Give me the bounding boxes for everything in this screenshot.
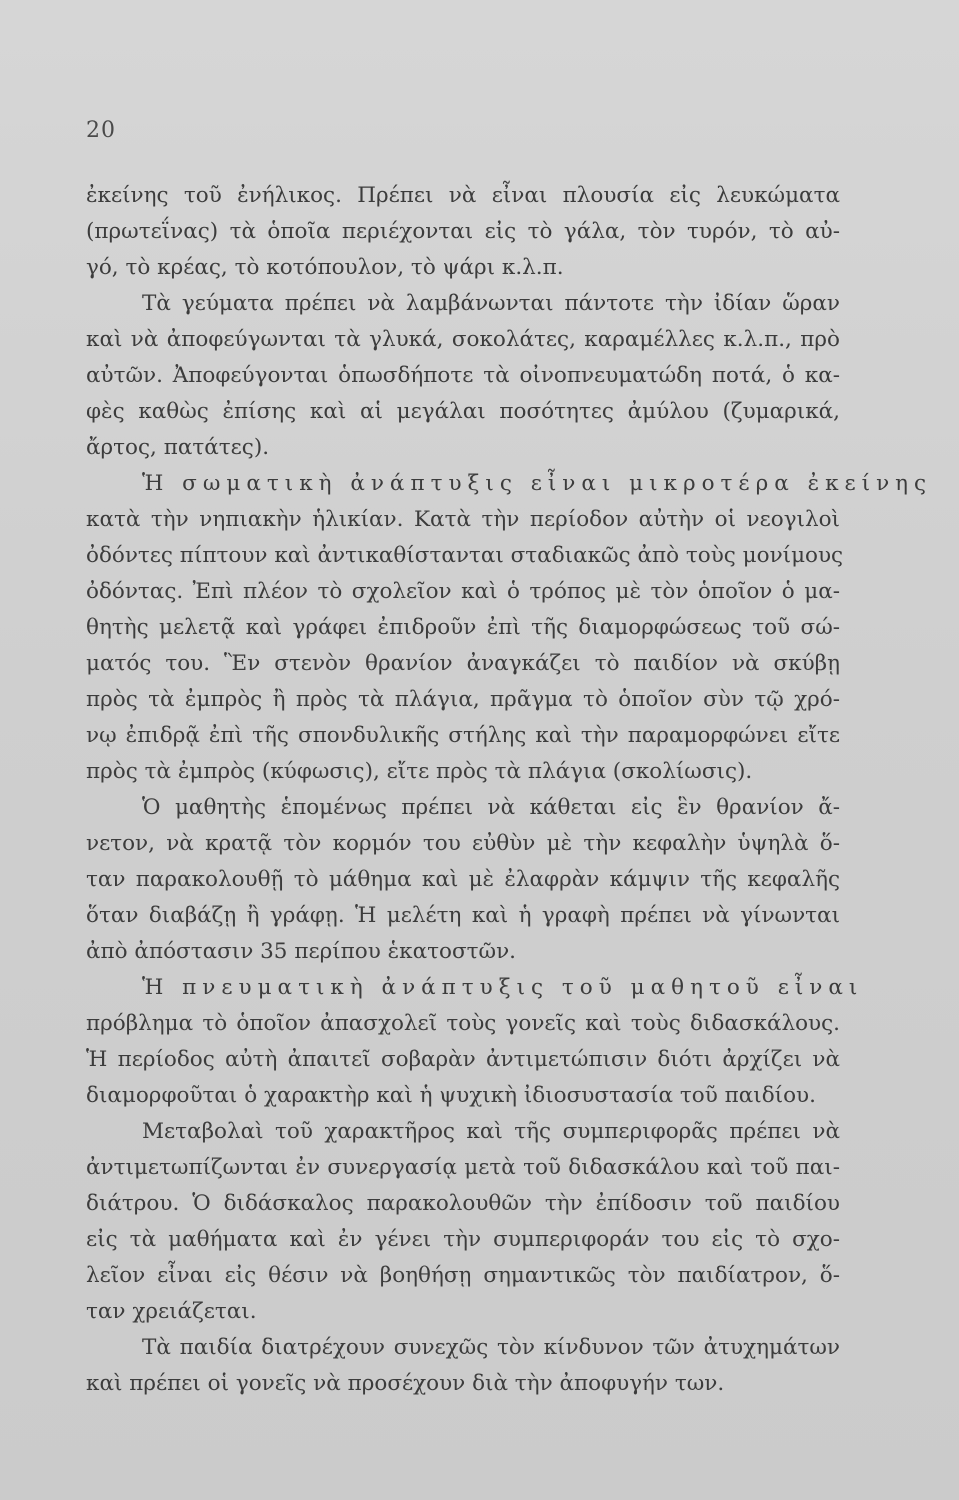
text-line: ταν παρακολουθῇ τὸ μάθημα καὶ μὲ ἐλαφρὰν κάμψιν τῆς κεφαλῆς xyxy=(86,867,840,892)
text-line: κατὰ τὴν νηπιακὴν ἡλικίαν. Κατὰ τὴν περίοδον αὐτὴν οἱ νεογιλοὶ xyxy=(86,507,840,532)
text-line: ὀδόντες πίπτουν καὶ ἀντικαθίστανται σταδιακῶς ἀπὸ τοὺς μονίμους xyxy=(86,543,844,568)
text-line: διάτρου. Ὁ διδάσκαλος παρακολουθῶν τὴν ἐπίδοσιν τοῦ παιδίου xyxy=(86,1191,840,1216)
text-line: εἰς τὰ μαθήματα καὶ ἐν γένει τὴν συμπεριφοράν του εἰς τὸ σχο- xyxy=(86,1227,840,1252)
text-line: γό, τὸ κρέας, τὸ κοτόπουλον, τὸ ψάρι κ.λ.π. xyxy=(86,255,564,280)
text-line: νετον, νὰ κρατᾷ τὸν κορμόν του εὐθὺν μὲ τὴν κεφαλὴν ὑψηλὰ ὅ- xyxy=(86,831,840,856)
text-line: Ἡ περίοδος αὐτὴ ἀπαιτεῖ σοβαρὰν ἀντιμετώπισιν διότι ἀρχίζει νὰ xyxy=(86,1047,840,1072)
text-line: ματός του. Ἓν στενὸν θρανίον ἀναγκάζει τὸ παιδίον νὰ σκύβῃ xyxy=(86,651,840,676)
text-line: φὲς καθὼς ἐπίσης καὶ αἱ μεγάλαι ποσότητες ἀμύλου (ζυμαρικά, xyxy=(86,399,840,424)
text-line: ἀντιμετωπίζωνται ἐν συνεργασίᾳ μετὰ τοῦ διδασκάλου καὶ τοῦ παι- xyxy=(86,1155,840,1180)
text-line: θητὴς μελετᾷ καὶ γράφει ἐπιδροῦν ἐπὶ τῆς διαμορφώσεως τοῦ σώ- xyxy=(86,615,840,640)
text-line: ἀπὸ ἀπόστασιν 35 περίπου ἑκατοστῶν. xyxy=(86,939,516,964)
text-line: καὶ πρέπει οἱ γονεῖς νὰ προσέχουν διὰ τὴν ἀποφυγήν των. xyxy=(86,1371,725,1396)
text-line: πρὸς τὰ ἐμπρὸς ἢ πρὸς τὰ πλάγια, πρᾶγμα τὸ ὁποῖον σὺν τῷ χρό- xyxy=(86,687,840,712)
text-line: Ὁ μαθητὴς ἑπομένως πρέπει νὰ κάθεται εἰς ἓν θρανίον ἄ- xyxy=(142,795,840,820)
text-line: ἐκείνης τοῦ ἐνήλικος. Πρέπει νὰ εἶναι πλουσία εἰς λευκώματα xyxy=(86,183,840,208)
text-line: διαμορφοῦται ὁ χαρακτὴρ καὶ ἡ ψυχικὴ ἰδιοσυστασία τοῦ παιδίου. xyxy=(86,1083,816,1108)
text-line: Τὰ παιδία διατρέχουν συνεχῶς τὸν κίνδυνον τῶν ἀτυχημάτων xyxy=(142,1335,840,1360)
text-line: λεῖον εἶναι εἰς θέσιν νὰ βοηθήσῃ σημαντικῶς τὸν παιδίατρον, ὅ- xyxy=(86,1263,840,1288)
text-line: Ἡ σωματικὴ ἀνάπτυξις εἶναι μικροτέρα ἐκείνης xyxy=(142,471,933,496)
text-line: (πρωτεΐνας) τὰ ὁποῖα περιέχονται εἰς τὸ γάλα, τὸν τυρόν, τὸ αὐ- xyxy=(86,219,840,244)
text-line: αὐτῶν. Ἀποφεύγονται ὁπωσδήποτε τὰ οἰνοπνευματώδη ποτά, ὁ κα- xyxy=(86,363,840,388)
text-line: Μεταβολαὶ τοῦ χαρακτῆρος καὶ τῆς συμπεριφορᾶς πρέπει νὰ xyxy=(142,1119,840,1144)
text-line: καὶ νὰ ἀποφεύγωνται τὰ γλυκά, σοκολάτες, καραμέλλες κ.λ.π., πρὸ xyxy=(86,327,840,352)
text-line: πρὸς τὰ ἐμπρὸς (κύφωσις), εἴτε πρὸς τὰ πλάγια (σκολίωσις). xyxy=(86,759,753,784)
text-line: πρόβλημα τὸ ὁποῖον ἀπασχολεῖ τοὺς γονεῖς καὶ τοὺς διδασκάλους. xyxy=(86,1011,840,1036)
text-line: ἄρτος, πατάτες). xyxy=(86,435,270,460)
text-line: Ἡ πνευματικὴ ἀνάπτυξις τοῦ μαθητοῦ εἶναι xyxy=(142,975,864,1000)
text-line: ταν χρειάζεται. xyxy=(86,1299,257,1324)
text-line: Τὰ γεύματα πρέπει νὰ λαμβάνωνται πάντοτε τὴν ἰδίαν ὥραν xyxy=(142,291,840,316)
text-line: νῳ ἐπιδρᾷ ἐπὶ τῆς σπονδυλικῆς στήλης καὶ τὴν παραμορφώνει εἴτε xyxy=(86,723,840,748)
text-line: ὀδόντας. Ἐπὶ πλέον τὸ σχολεῖον καὶ ὁ τρόπος μὲ τὸν ὁποῖον ὁ μα- xyxy=(86,579,840,604)
body-text xyxy=(86,178,933,1402)
page-number: 20 xyxy=(86,118,116,143)
text-line: ὅταν διαβάζῃ ἢ γράφῃ. Ἡ μελέτη καὶ ἡ γραφὴ πρέπει νὰ γίνωνται xyxy=(86,903,840,928)
